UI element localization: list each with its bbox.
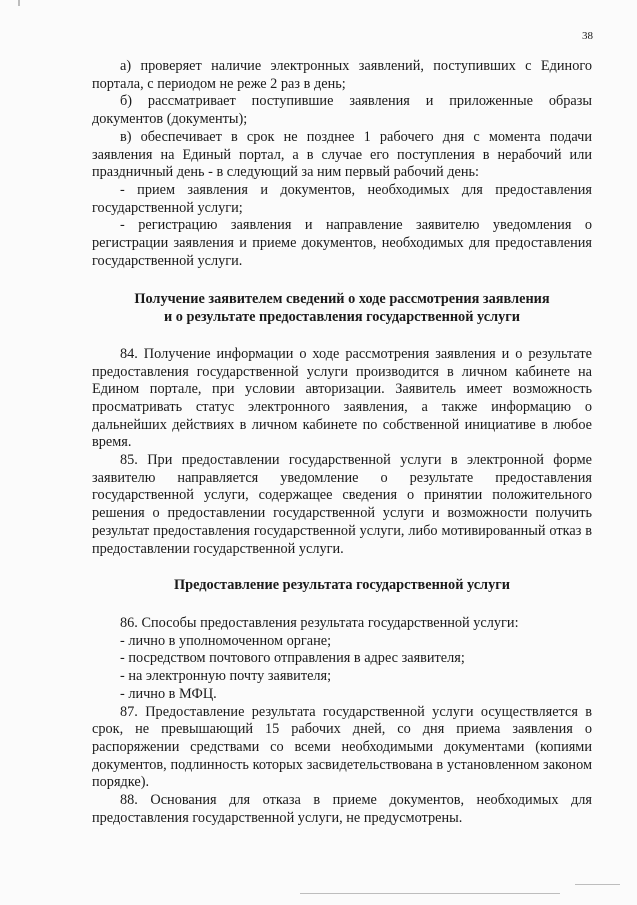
paragraph-b: б) рассматривает поступившие заявления и приложенные образы документов (документы); — [92, 93, 592, 128]
paragraph-85: 85. При предоставлении государственной услуги в электронной форме заявителю направляется уведомление о результате предоставления государственной услуги, содержащее сведения о принятии положительного решения о предоставлении государственной услуги и возможности получить результат предоставления государственной услуги, либо мотивированный отказ в предоставлении государственной услуги. — [92, 452, 592, 557]
list-item-email: - на электронную почту заявителя; — [120, 668, 332, 685]
page-number: 38 — [582, 30, 593, 42]
list-item-mail: - посредством почтового отправления в адрес заявителя; — [120, 650, 465, 667]
scan-artifact-bottom — [300, 893, 560, 894]
paragraph-reception: - прием заявления и документов, необходимых для предоставления государственной услуги; — [92, 181, 592, 216]
scan-artifact-top — [18, 0, 20, 6]
heading-line-2: и о результате предоставления государственной услуги — [164, 309, 520, 326]
paragraph-a: а) проверяет наличие электронных заявлений, поступивших с Единого портала, с периодом не реже 2 раз в день; — [92, 58, 592, 92]
section-heading-result: Предоставление результата государственной услуги — [174, 577, 510, 594]
paragraph-87: 87. Предоставление результата государственной услуги осуществляется в срок, не превышающий 15 рабочих дней, со дня приема заявления о распоряжении средствами со всеми необходимыми документами (копиями документов, подлинность которых засвидетельствована в установленном законом порядке). — [92, 703, 592, 791]
list-item-authority: - лично в уполномоченном органе; — [120, 632, 332, 649]
paragraph-84: 84. Получение информации о ходе рассмотрения заявления и о результате предоставления государственной услуги производится в личном кабинете на Едином портале, при условии авторизации. Заявитель имеет возможность просматривать статус электронного заявления, а также информацию о дальнейших действиях в личном кабинете по собственной инициативе в любое время. — [92, 345, 592, 451]
scan-artifact-bottom-right — [575, 884, 620, 885]
paragraph-v: в) обеспечивает в срок не позднее 1 рабочего дня с момента подачи заявления на Единый портал, а в случае его поступления в нерабочий или праздничный день - в следующий за ним первый рабочий день: — [92, 128, 592, 181]
paragraph-registration: - регистрацию заявления и направление заявителю уведомления о регистрации заявления и приеме документов, необходимых для предоставления государственной услуги. — [92, 217, 592, 269]
paragraph-86: 86. Способы предоставления результата государственной услуги: — [120, 614, 519, 631]
paragraph-88: 88. Основания для отказа в приеме документов, необходимых для предоставления государственной услуги, не предусмотрены. — [92, 792, 592, 826]
list-item-mfc: - лично в МФЦ. — [120, 685, 217, 702]
document-body — [92, 58, 592, 827]
section-heading-status — [92, 291, 592, 326]
heading-line-1: Получение заявителем сведений о ходе рассмотрения заявления — [134, 291, 550, 308]
